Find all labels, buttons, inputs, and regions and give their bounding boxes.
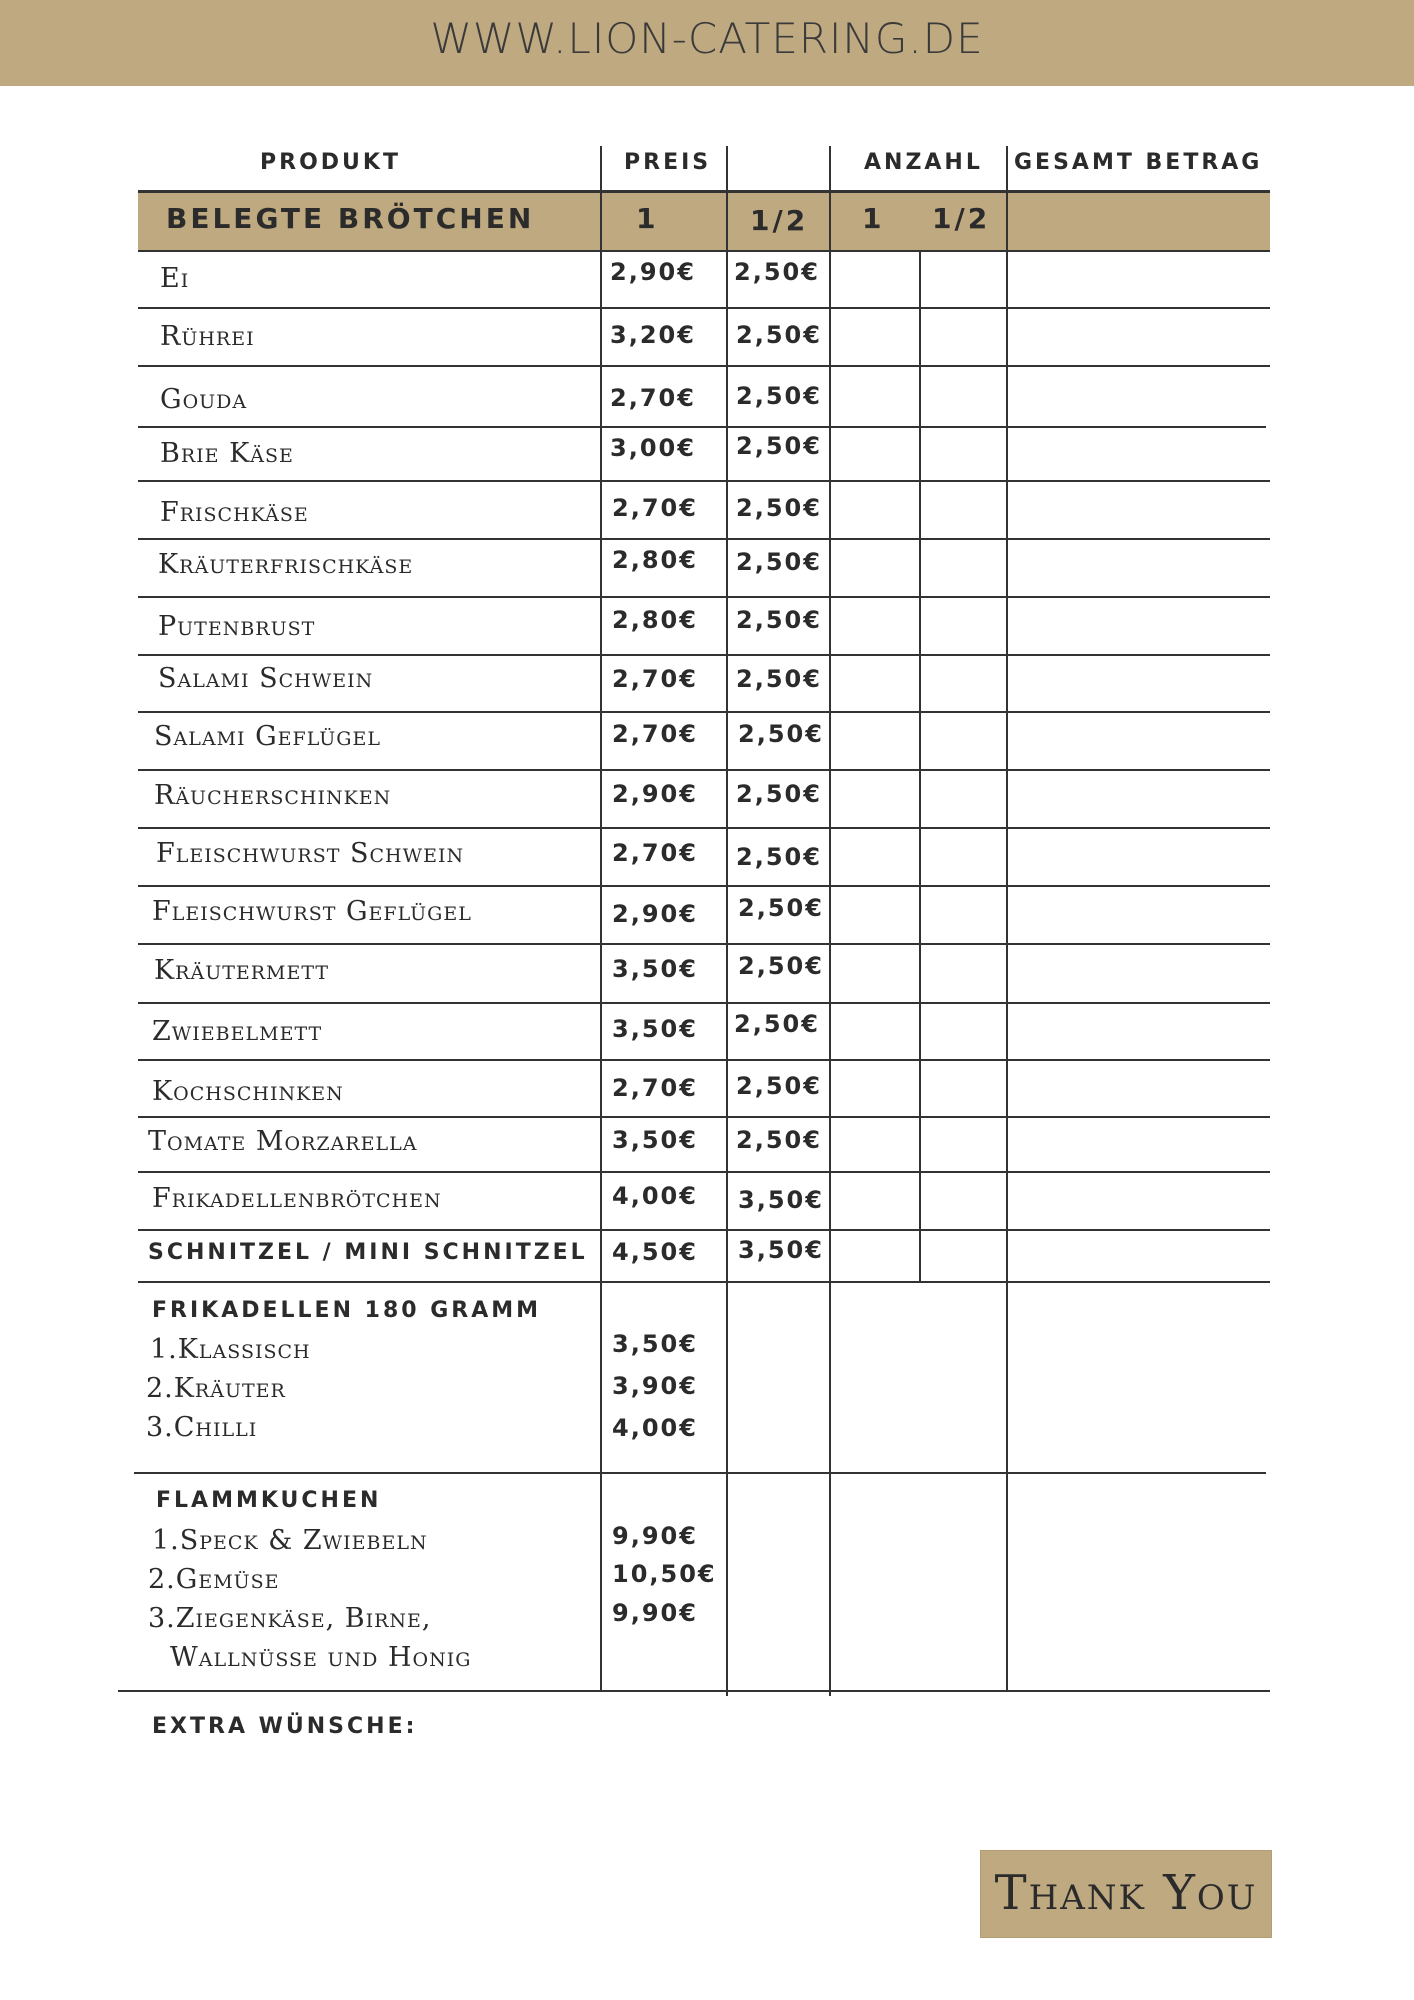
item-price-full: 2,70€ [612, 720, 698, 748]
item-name: Frikadellenbrötchen [152, 1183, 442, 1214]
row-rule [138, 1281, 1270, 1283]
band-anzahl-half: 1/2 [932, 202, 991, 235]
item-price-full: 2,70€ [610, 384, 696, 412]
item-name: Putenbrust [158, 611, 316, 642]
flammkuchen-price: 9,90€ [612, 1522, 698, 1550]
row-rule [138, 711, 1270, 713]
item-price-half: 2,50€ [736, 321, 822, 349]
item-price-full: 2,90€ [612, 900, 698, 928]
item-price-full: 2,80€ [612, 606, 698, 634]
item-price-half: 2,50€ [736, 665, 822, 693]
item-price-half: 2,50€ [736, 843, 822, 871]
item-price-half: 2,50€ [736, 780, 822, 808]
frikadellen-price: 4,00€ [612, 1414, 698, 1442]
row-rule [138, 1171, 1270, 1173]
divider-gesamt [1006, 146, 1008, 1692]
item-price-full: 3,50€ [612, 955, 698, 983]
band-anzahl-1: 1 [862, 202, 885, 235]
col-preis: PREIS [624, 150, 712, 175]
divider-half [726, 146, 728, 1696]
item-price-half: 2,50€ [734, 258, 820, 286]
item-name: Räucherschinken [154, 780, 392, 811]
thank-you-text: Thank You [994, 1865, 1258, 1921]
extra-wishes-label: EXTRA WÜNSCHE: [152, 1714, 418, 1739]
item-name: Gouda [160, 384, 248, 415]
item-price-full: 2,70€ [612, 839, 698, 867]
item-price-full: 3,00€ [610, 434, 696, 462]
row-rule [138, 307, 1270, 309]
flammkuchen-item: 2.Gemüse [148, 1564, 280, 1595]
col-anzahl: ANZAHL [864, 150, 983, 175]
item-price-full: 3,20€ [610, 321, 696, 349]
item-price-half: 2,50€ [736, 494, 822, 522]
row-rule [138, 885, 1270, 887]
row-rule [138, 480, 1270, 482]
item-price-half: 2,50€ [736, 606, 822, 634]
row-rule [138, 1116, 1270, 1118]
item-name: Fleischwurst Geflügel [152, 896, 472, 927]
thank-you-badge [980, 1850, 1272, 1938]
item-price-full: 4,50€ [612, 1238, 698, 1266]
item-price-full: 2,70€ [612, 494, 698, 522]
frikadellen-item: 1.Klassisch [150, 1334, 311, 1365]
divider-preis [600, 146, 602, 1692]
frikadellen-price: 3,50€ [612, 1330, 698, 1358]
item-price-full: 3,50€ [612, 1126, 698, 1154]
item-price-half: 3,50€ [738, 1186, 824, 1214]
band-title: BELEGTE BRÖTCHEN [166, 202, 535, 235]
section-rule [118, 1690, 1270, 1692]
item-name: Kräuterfrischkäse [158, 549, 414, 580]
flammkuchen-price: 9,90€ [612, 1599, 698, 1627]
frikadellen-title: FRIKADELLEN 180 GRAMM [152, 1298, 542, 1323]
col-produkt: PRODUKT [260, 150, 401, 175]
row-rule [138, 250, 1270, 252]
item-price-half: 2,50€ [738, 720, 824, 748]
row-rule [138, 426, 1266, 428]
item-price-full: 2,70€ [612, 665, 698, 693]
frikadellen-item: 3.Chilli [146, 1412, 258, 1443]
col-gesamt: GESAMT BETRAG [1014, 150, 1263, 175]
row-rule [138, 538, 1270, 540]
item-price-full: 2,90€ [610, 258, 696, 286]
frikadellen-item: 2.Kräuter [146, 1373, 286, 1404]
flammkuchen-title: FLAMMKUCHEN [156, 1488, 382, 1513]
row-rule [138, 365, 1270, 367]
item-name: Fleischwurst Schwein [156, 838, 465, 869]
flammkuchen-item: 1.Speck & Zwiebeln [152, 1525, 428, 1556]
item-price-half: 2,50€ [736, 548, 822, 576]
row-rule [138, 1229, 1270, 1231]
item-name: SCHNITZEL / MINI SCHNITZEL [148, 1240, 588, 1265]
item-price-half: 2,50€ [736, 432, 822, 460]
item-price-full: 2,80€ [612, 546, 698, 574]
item-price-full: 3,50€ [612, 1015, 698, 1043]
website-url[interactable]: WWW.LION-CATERING.DE [430, 14, 984, 63]
item-price-half: 2,50€ [734, 1010, 820, 1038]
row-rule [138, 827, 1270, 829]
frikadellen-price: 3,90€ [612, 1372, 698, 1400]
divider-anzahl [829, 146, 831, 1696]
item-name: Rührei [160, 321, 255, 352]
row-rule [138, 1059, 1270, 1061]
item-name: Brie Käse [160, 438, 294, 469]
row-rule [138, 943, 1270, 945]
divider-anzahl-half [919, 250, 921, 1282]
flammkuchen-item: Wallnüsse und Honig [170, 1642, 472, 1673]
item-name: Zwiebelmett [152, 1016, 323, 1047]
row-rule [138, 1002, 1270, 1004]
band-preis-1: 1 [636, 202, 659, 235]
item-price-full: 4,00€ [612, 1182, 698, 1210]
item-name: Kochschinken [152, 1076, 344, 1107]
band-preis-half: 1/2 [750, 204, 809, 237]
row-rule [138, 654, 1270, 656]
item-price-half: 2,50€ [736, 382, 822, 410]
section-rule [134, 1472, 1266, 1474]
item-price-half: 2,50€ [738, 894, 824, 922]
item-price-half: 2,50€ [736, 1072, 822, 1100]
item-name: Kräutermett [154, 955, 330, 986]
item-name: Salami Geflügel [154, 721, 381, 752]
item-price-full: 2,90€ [612, 780, 698, 808]
item-name: Tomate Morzarella [148, 1126, 418, 1157]
band-top-rule [138, 190, 1270, 193]
flammkuchen-price: 10,50€ [612, 1560, 717, 1588]
flammkuchen-item: 3.Ziegenkäse, Birne, [148, 1603, 432, 1634]
item-price-full: 2,70€ [612, 1074, 698, 1102]
row-rule [138, 596, 1270, 598]
item-price-half: 2,50€ [738, 952, 824, 980]
row-rule [138, 769, 1270, 771]
item-name: Salami Schwein [158, 663, 374, 694]
item-name: Ei [160, 263, 190, 294]
item-price-half: 2,50€ [736, 1126, 822, 1154]
item-price-half: 3,50€ [738, 1236, 824, 1264]
item-name: Frischkäse [160, 497, 309, 528]
